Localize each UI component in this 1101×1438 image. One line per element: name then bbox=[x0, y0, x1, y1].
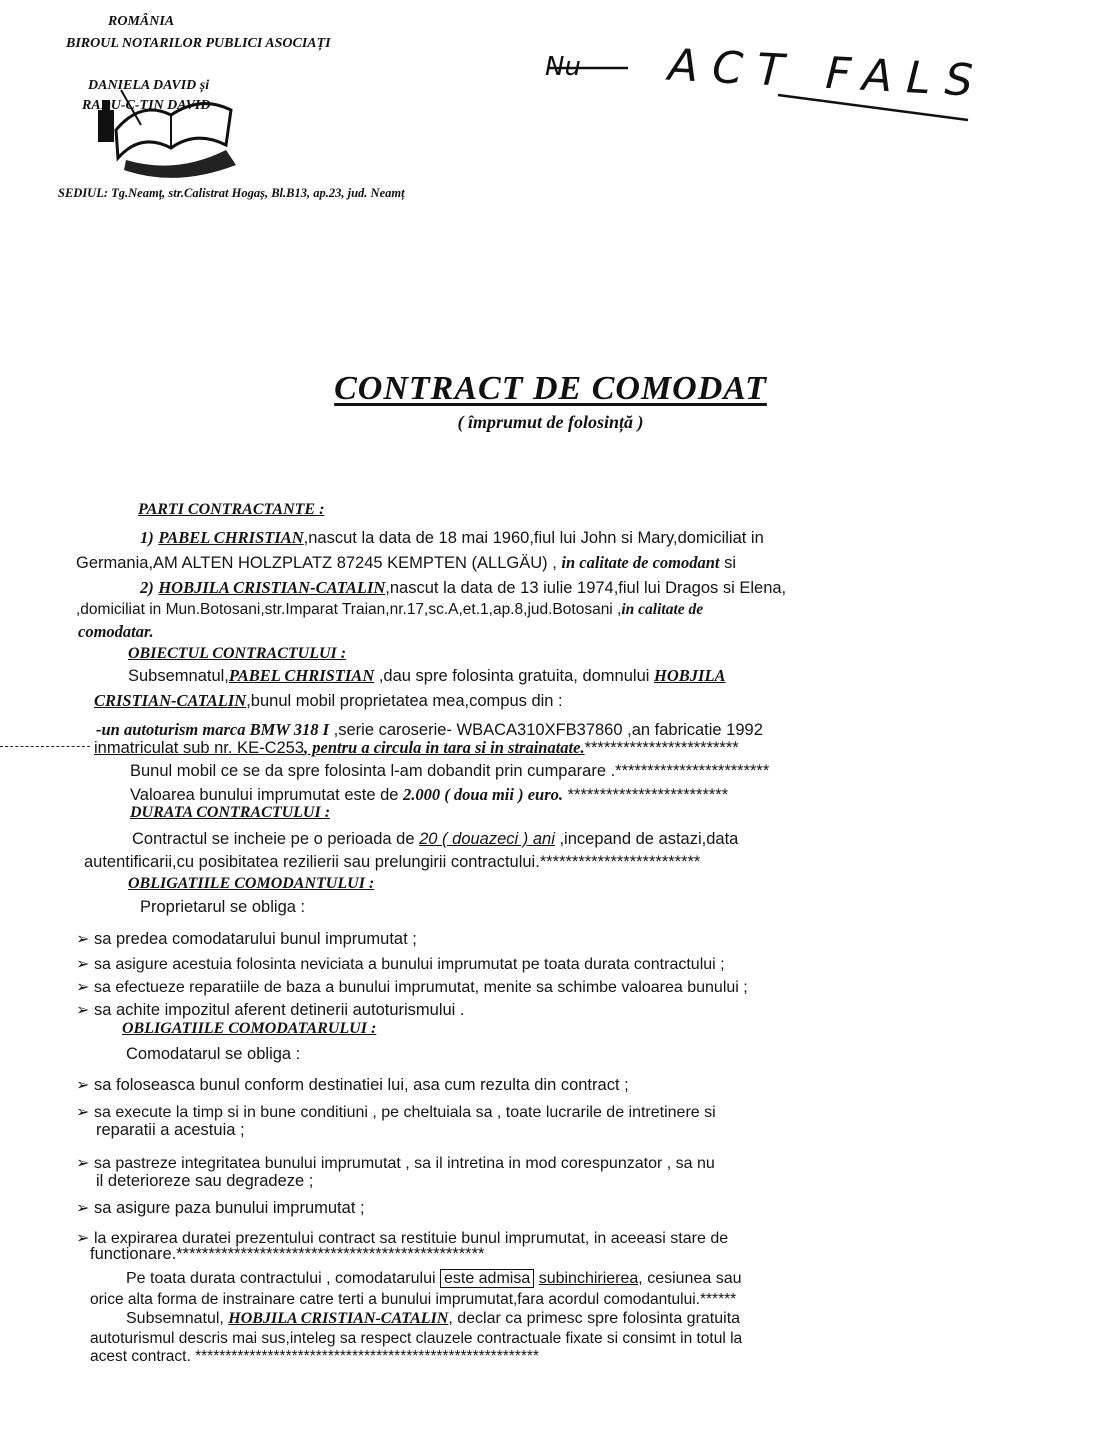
chevron-right-icon: ➢ bbox=[76, 1002, 90, 1019]
header-seat: SEDIUL: Tg.Neamț, str.Calistrat Hogaș, Bl.B13, ap.23, jud. Neamț bbox=[58, 186, 405, 200]
borrower-item: ➢ sa asigure paza bunului imprumutat ; bbox=[76, 1199, 365, 1217]
duration-line-1: Contractul se incheie pe o perioada de 20 ( douazeci ) ani ,incepand de astazi,data bbox=[132, 830, 739, 848]
borrower-item-cont: reparatii a acestuia ; bbox=[96, 1121, 245, 1139]
party-1-line: 1) PABEL CHRISTIAN,nascut la data de 18 mai 1960,fiul lui John si Mary,domiciliat in bbox=[140, 528, 764, 547]
page-title: CONTRACT DE COMODAT bbox=[334, 370, 767, 407]
handwritten-struck: Nu bbox=[545, 52, 581, 82]
header-notary-2: RADU-C-TIN DAVID bbox=[82, 98, 211, 113]
parties-heading: PARTI CONTRACTANTE : bbox=[138, 501, 325, 518]
margin-dash-line bbox=[0, 746, 90, 747]
lender-item: ➢ sa efectueze reparatiile de baza a bunului imprumutat, menite sa schimbe valoarea bunului ; bbox=[76, 979, 748, 996]
party-2-name: HOBJILA CRISTIAN-CATALIN bbox=[158, 578, 386, 597]
closing-line-1: Pe toata durata contractului , comodatarului este admisa subinchirierea, cesiunea sau bbox=[126, 1270, 742, 1287]
borrower-item-cont: il deterioreze sau degradeze ; bbox=[96, 1172, 314, 1190]
closing-line-3: Subsemnatul, HOBJILA CRISTIAN-CATALIN, declar ca primesc spre folosinta gratuita bbox=[126, 1310, 741, 1327]
object-line-3: -un autoturism marca BMW 318 I ,serie caroserie- WBACA310XFB37860 ,an fabricatie 1992 bbox=[96, 720, 763, 739]
borrower-item: ➢ sa pastreze integritatea bunului imprumutat , sa il intretina in mod corespunzator , sa nu bbox=[76, 1155, 715, 1172]
borrower-item: ➢ la expirarea duratei prezentului contract sa restituie bunul imprumutat, in aceeasi stare de bbox=[76, 1230, 729, 1247]
lender-intro: Proprietarul se obliga : bbox=[140, 898, 306, 916]
chevron-right-icon: ➢ bbox=[76, 1155, 90, 1172]
object-line-1: Subsemnatul,PABEL CHRISTIAN ,dau spre folosinta gratuita, domnului HOBJILA bbox=[128, 666, 726, 685]
header-country: ROMÂNIA bbox=[108, 14, 175, 29]
lender-item: ➢ sa predea comodatarului bunul imprumutat ; bbox=[76, 930, 417, 948]
party-2-role: comodatar. bbox=[78, 622, 154, 641]
handwritten-mark: ACT FALS bbox=[666, 39, 989, 108]
chevron-right-icon: ➢ bbox=[76, 956, 90, 973]
lender-item: ➢ sa asigure acestuia folosinta neviciata a bunului imprumutat pe toata durata contractului ; bbox=[76, 956, 725, 973]
borrower-item: ➢ sa execute la timp si in bune conditiuni , pe cheltuiala sa , toate lucrarile de intretinere si bbox=[76, 1104, 716, 1121]
party-1-address: Germania,AM ALTEN HOLZPLATZ 87245 KEMPTEN (ALLGÄU) , in calitate de comodant si bbox=[76, 553, 737, 572]
lender-heading: OBLIGATIILE COMODANTULUI : bbox=[128, 875, 375, 892]
chevron-right-icon: ➢ bbox=[76, 1200, 90, 1217]
header-office: BIROUL NOTARILOR PUBLICI ASOCIAȚI bbox=[66, 36, 331, 51]
duration-line-2: autentificarii,cu posibitatea rezilierii sau prelungirii contractului.************************* bbox=[84, 853, 701, 871]
circled-clause: este admisa bbox=[440, 1269, 534, 1288]
page-subtitle: ( împrumut de folosință ) bbox=[457, 412, 644, 432]
chevron-right-icon: ➢ bbox=[76, 1104, 90, 1121]
borrower-intro: Comodatarul se obliga : bbox=[126, 1045, 301, 1063]
borrower-item-cont: functionare.************************************************ bbox=[90, 1245, 485, 1263]
borrower-item: ➢ sa foloseasca bunul conform destinatiei lui, asa cum rezulta din contract ; bbox=[76, 1076, 629, 1094]
chevron-right-icon: ➢ bbox=[76, 1230, 90, 1247]
party-2-line: 2) HOBJILA CRISTIAN-CATALIN,nascut la data de 13 iulie 1974,fiul lui Dragos si Elena, bbox=[140, 578, 787, 597]
header-notary-1: DANIELA DAVID și bbox=[88, 78, 210, 93]
object-heading: OBIECTUL CONTRACTULUI : bbox=[128, 645, 347, 662]
closing-line-4: autoturismul descris mai sus,inteleg sa respect clauzele contractuale fixate si consimt in totul la bbox=[90, 1330, 743, 1347]
party-2-address: ,domiciliat in Mun.Botosani,str.Imparat Traian,nr.17,sc.A,et.1,ap.8,jud.Botosani ,in calitate de bbox=[76, 601, 704, 618]
object-line-4: inmatriculat sub nr. KE-C253, pentru a circula in tara si in strainatate.************************ bbox=[94, 738, 739, 757]
chevron-right-icon: ➢ bbox=[76, 979, 90, 996]
duration-heading: DURATA CONTRACTULUI : bbox=[130, 804, 331, 821]
object-line-6: Valoarea bunului imprumutat este de 2.000 ( doua mii ) euro. ************************* bbox=[130, 785, 729, 804]
object-line-5: Bunul mobil ce se da spre folosinta l-am dobandit prin cumparare .************************ bbox=[130, 762, 770, 780]
closing-line-5: acest contract. ********************************************************* bbox=[90, 1348, 539, 1365]
party-1-name: PABEL CHRISTIAN bbox=[158, 528, 304, 547]
chevron-right-icon: ➢ bbox=[76, 1077, 90, 1094]
lender-item: ➢ sa achite impozitul aferent detinerii autoturismului . bbox=[76, 1001, 465, 1019]
borrower-heading: OBLIGATIILE COMODATARULUI : bbox=[122, 1020, 377, 1037]
chevron-right-icon: ➢ bbox=[76, 931, 90, 948]
closing-line-2: orice alta forma de instrainare catre terti a bunului imprumutat,fara acordul comodantului.****** bbox=[90, 1291, 737, 1308]
object-line-2: CRISTIAN-CATALIN,bunul mobil proprietatea mea,compus din : bbox=[94, 691, 563, 710]
